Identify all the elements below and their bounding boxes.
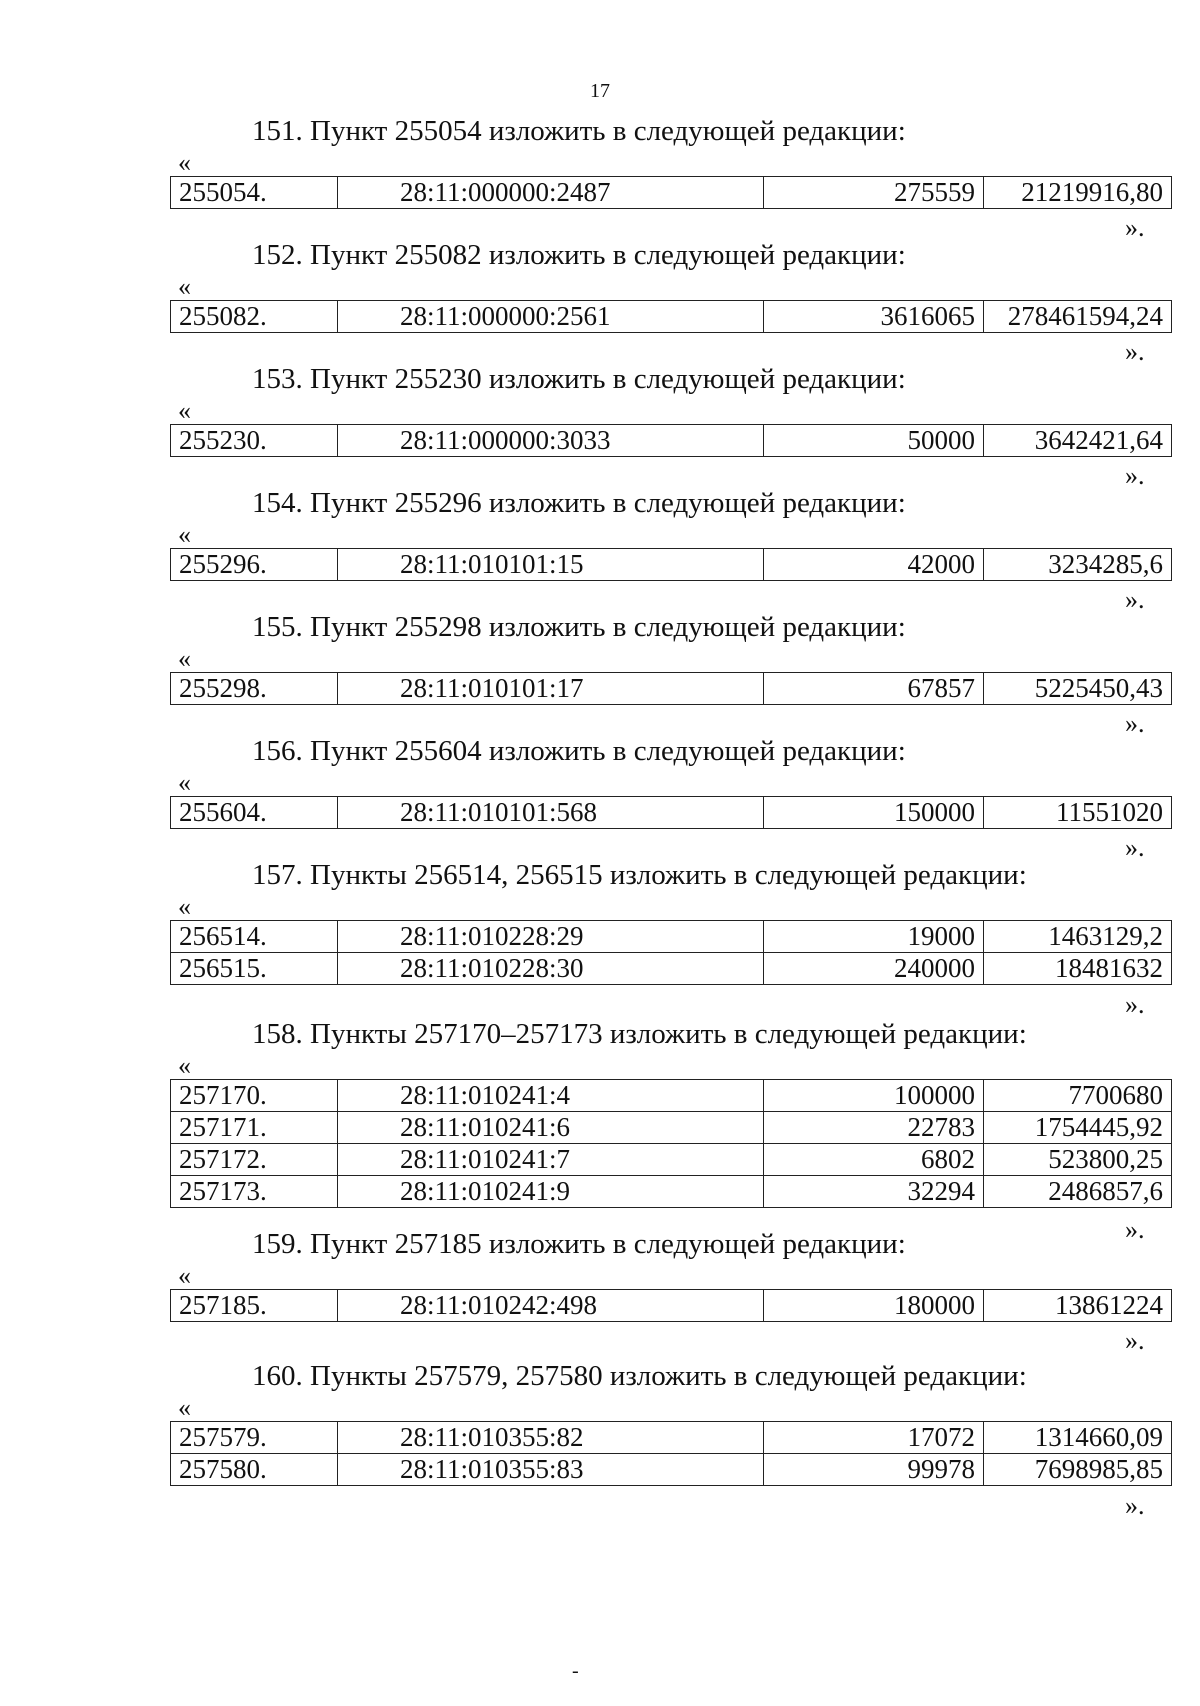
- opening-quote: «: [178, 148, 191, 177]
- cadastral-number-cell: 28:11:010228:29: [338, 921, 764, 953]
- table-row: [171, 1144, 1172, 1176]
- cadastral-number-cell: 28:11:000000:2487: [338, 177, 764, 209]
- value-cell: 1754445,92: [984, 1112, 1172, 1144]
- cadastral-number-cell: 28:11:000000:3033: [338, 425, 764, 457]
- table-row: [171, 953, 1172, 985]
- area-cell: 17072: [764, 1422, 984, 1454]
- cadastral-number-cell: 28:11:010228:30: [338, 953, 764, 985]
- closing-quote: ».: [1125, 461, 1145, 490]
- opening-quote: «: [178, 1051, 191, 1080]
- area-cell: 42000: [764, 549, 984, 581]
- area-cell: 19000: [764, 921, 984, 953]
- closing-quote: ».: [1125, 1326, 1145, 1355]
- area-cell: 240000: [764, 953, 984, 985]
- cadastral-number-cell: 28:11:000000:2561: [338, 301, 764, 333]
- area-cell: 150000: [764, 797, 984, 829]
- table-row: [171, 425, 1172, 457]
- amendment-table: [170, 424, 1172, 457]
- amendment-table: [170, 920, 1172, 985]
- value-cell: 7700680: [984, 1080, 1172, 1112]
- amendment-table: [170, 796, 1172, 829]
- table-row: [171, 797, 1172, 829]
- value-cell: 523800,25: [984, 1144, 1172, 1176]
- closing-quote: ».: [1125, 990, 1145, 1019]
- area-cell: 32294: [764, 1176, 984, 1208]
- table-row: [171, 177, 1172, 209]
- amendment-heading: 153. Пункт 255230 изложить в следующей редакции:: [252, 363, 906, 395]
- opening-quote: «: [178, 768, 191, 797]
- bottom-mark: -: [572, 1660, 579, 1682]
- amendment-heading: 152. Пункт 255082 изложить в следующей редакции:: [252, 239, 906, 271]
- area-cell: 99978: [764, 1454, 984, 1486]
- amendment-table: [170, 672, 1172, 705]
- closing-quote: ».: [1125, 833, 1145, 862]
- table-row: [171, 1080, 1172, 1112]
- amendment-heading: 157. Пункты 256514, 256515 изложить в следующей редакции:: [252, 859, 1027, 891]
- area-cell: 180000: [764, 1290, 984, 1322]
- closing-quote: ».: [1125, 585, 1145, 614]
- amendment-heading: 160. Пункты 257579, 257580 изложить в следующей редакции:: [252, 1360, 1027, 1392]
- cadastral-number-cell: 28:11:010242:498: [338, 1290, 764, 1322]
- cadastral-number-cell: 28:11:010241:7: [338, 1144, 764, 1176]
- amendment-heading: 159. Пункт 257185 изложить в следующей редакции:: [252, 1228, 906, 1260]
- amendment-table: [170, 1421, 1172, 1486]
- value-cell: 21219916,80: [984, 177, 1172, 209]
- table-row: [171, 1176, 1172, 1208]
- item-number-cell: 255054.: [171, 177, 338, 209]
- table-row: [171, 921, 1172, 953]
- opening-quote: «: [178, 644, 191, 673]
- closing-quote: ».: [1125, 1215, 1145, 1244]
- opening-quote: «: [178, 1393, 191, 1422]
- item-number-cell: 255604.: [171, 797, 338, 829]
- value-cell: 3234285,6: [984, 549, 1172, 581]
- opening-quote: «: [178, 1261, 191, 1290]
- cadastral-number-cell: 28:11:010101:15: [338, 549, 764, 581]
- item-number-cell: 256514.: [171, 921, 338, 953]
- closing-quote: ».: [1125, 213, 1145, 242]
- opening-quote: «: [178, 520, 191, 549]
- amendment-heading: 154. Пункт 255296 изложить в следующей редакции:: [252, 487, 906, 519]
- area-cell: 100000: [764, 1080, 984, 1112]
- amendment-table: [170, 300, 1172, 333]
- item-number-cell: 257580.: [171, 1454, 338, 1486]
- amendment-table: [170, 1289, 1172, 1322]
- amendment-table: [170, 1079, 1172, 1208]
- cadastral-number-cell: 28:11:010355:83: [338, 1454, 764, 1486]
- item-number-cell: 257185.: [171, 1290, 338, 1322]
- item-number-cell: 255082.: [171, 301, 338, 333]
- cadastral-number-cell: 28:11:010101:17: [338, 673, 764, 705]
- value-cell: 2486857,6: [984, 1176, 1172, 1208]
- closing-quote: ».: [1125, 709, 1145, 738]
- item-number-cell: 256515.: [171, 953, 338, 985]
- area-cell: 22783: [764, 1112, 984, 1144]
- table-row: [171, 549, 1172, 581]
- item-number-cell: 257170.: [171, 1080, 338, 1112]
- item-number-cell: 257173.: [171, 1176, 338, 1208]
- cadastral-number-cell: 28:11:010241:9: [338, 1176, 764, 1208]
- item-number-cell: 257172.: [171, 1144, 338, 1176]
- area-cell: 275559: [764, 177, 984, 209]
- item-number-cell: 255298.: [171, 673, 338, 705]
- item-number-cell: 257171.: [171, 1112, 338, 1144]
- amendment-heading: 158. Пункты 257170–257173 изложить в следующей редакции:: [252, 1018, 1027, 1050]
- value-cell: 1463129,2: [984, 921, 1172, 953]
- table-row: [171, 1454, 1172, 1486]
- value-cell: 1314660,09: [984, 1422, 1172, 1454]
- area-cell: 67857: [764, 673, 984, 705]
- table-row: [171, 1422, 1172, 1454]
- value-cell: 18481632: [984, 953, 1172, 985]
- amendment-heading: 155. Пункт 255298 изложить в следующей редакции:: [252, 611, 906, 643]
- cadastral-number-cell: 28:11:010241:4: [338, 1080, 764, 1112]
- table-row: [171, 1290, 1172, 1322]
- table-row: [171, 301, 1172, 333]
- value-cell: 13861224: [984, 1290, 1172, 1322]
- item-number-cell: 255296.: [171, 549, 338, 581]
- opening-quote: «: [178, 892, 191, 921]
- opening-quote: «: [178, 396, 191, 425]
- value-cell: 5225450,43: [984, 673, 1172, 705]
- value-cell: 278461594,24: [984, 301, 1172, 333]
- cadastral-number-cell: 28:11:010101:568: [338, 797, 764, 829]
- closing-quote: ».: [1125, 337, 1145, 366]
- table-row: [171, 673, 1172, 705]
- area-cell: 50000: [764, 425, 984, 457]
- amendment-heading: 156. Пункт 255604 изложить в следующей редакции:: [252, 735, 906, 767]
- value-cell: 3642421,64: [984, 425, 1172, 457]
- page-number: 17: [590, 80, 610, 102]
- opening-quote: «: [178, 272, 191, 301]
- closing-quote: ».: [1125, 1491, 1145, 1520]
- table-row: [171, 1112, 1172, 1144]
- cadastral-number-cell: 28:11:010241:6: [338, 1112, 764, 1144]
- amendment-table: [170, 548, 1172, 581]
- amendment-table: [170, 176, 1172, 209]
- amendment-heading: 151. Пункт 255054 изложить в следующей редакции:: [252, 115, 906, 147]
- item-number-cell: 257579.: [171, 1422, 338, 1454]
- cadastral-number-cell: 28:11:010355:82: [338, 1422, 764, 1454]
- item-number-cell: 255230.: [171, 425, 338, 457]
- area-cell: 3616065: [764, 301, 984, 333]
- area-cell: 6802: [764, 1144, 984, 1176]
- value-cell: 7698985,85: [984, 1454, 1172, 1486]
- value-cell: 11551020: [984, 797, 1172, 829]
